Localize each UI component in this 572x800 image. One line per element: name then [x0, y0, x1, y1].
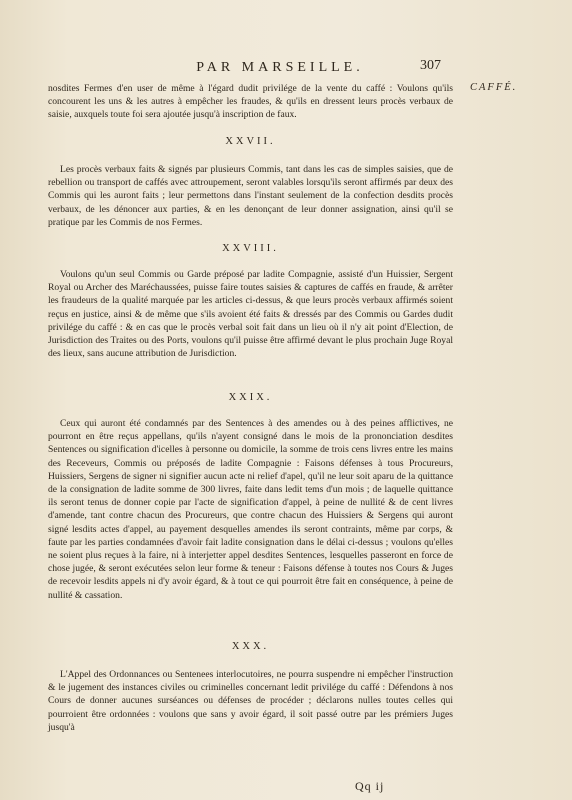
article-29-text: Ceux qui auront été condamnés par des Sentences à des amendes ou à des peines afflictives, ne pourront en être reçus appellans, qu'ils n'ayent consigné dans le mois de la prononciation desdites Sentences ou signification d'icelles à personne ou domicile, la somme de trois cens livres entre les mains des Receveurs, Commis ou préposés de ladite Compagnie : Faisons défenses à tous Procureurs, Huissiers, Sergens de signer ni signifier aucun acte ni relief d'apel, qu'il ne leur soit aparu de la quittance de la consignation de ladite somme de 300 livres, faite dans ledit tems d'un mois ; de laquelle quittance ils seront tenus de donner copie par l'acte de signification d'appel, à peine de nullité & de cent livres d'amende, tant contre chacun des Procureurs, que contre chacun des Huissiers & Sergens qui auront signé lesdits actes d'appel, au payement desquelles amendes ils seront contraints, même par corps, & faute par les parties condamnées d'avoir fait ladite consignation dans le délai ci-dessus ; voulons qu'elles ne soient plus reçues à la faire, ni à interjetter appel desdites Sentences, lesquelles passeront en force de chose jugée, & seront exécutées selon leur forme & teneur : Faisons défense à toutes nos Cours & Juges de recevoir lesdits appels ni d'y avoir égard, & à tout ce qui pourroit être fait en conséquence, à peine de nullité & cassation.	[48, 418, 453, 601]
margin-note: CAFFÉ.	[470, 82, 518, 93]
article-heading-30: XXX.	[231, 641, 270, 652]
page-number: 307	[420, 58, 441, 73]
article-28-text: Voulons qu'un seul Commis ou Garde préposé par ladite Compagnie, assisté d'un Huissier, Sergent Royal ou Archer des Maréchaussées, puisse faire toutes saisies & captures de caffés en fraude, & arrêter les fraudeurs de la qualité marquée par les articles ci-dessus, & que leurs procès verbaux affirmés soient reçus en justice, ainsi & de même que s'ils avoient été faits & dressés par des Commis ou Gardes dudit privilége du caffé : & en cas que le procès verbal soit fait dans un lieu où il n'y ait point d'Election, de Jurisdiction des Traites ou des Ports, voulons qu'il puisse être affirmé devant le plus prochain Juge Royal des lieux, sans aucune attribution de Jurisdiction.	[48, 269, 453, 360]
article-heading-28: XXVIII.	[222, 243, 279, 254]
paragraph-continuation: nosdites Fermes d'en user de même à l'égard dudit privilége de la vente du caffé : Voulons qu'ils concourent les uns & les autres à empêcher les fraudes, & qu'ils en dressent leurs procès verbaux de saisie, auxquels toute foi sera ajoutée jusqu'à inscription de faux.	[48, 83, 453, 121]
article-heading-29: XXIX.	[228, 392, 273, 403]
article-27-text: Les procès verbaux faits & signés par plusieurs Commis, tant dans les cas de simples saisies, que de rebellion ou transport de caffés avec attroupement, seront valables lorsqu'ils seront affirmés par deux des Commis qui les auront faits ; leur permettons dans l'instant seulement de la confection desdits procès verbaux, de les dénoncer aux parties, & en les denonçant de leur donner assignation, ainsi qu'il se pratique par les Commis de nos Fermes.	[48, 164, 453, 228]
article-30-text: L'Appel des Ordonnances ou Sentenees interlocutoires, ne pourra suspendre ni empêcher l'instruction & le jugement des instances civiles ou criminelles concernant ledit privilége du caffé : Défendons à nos Cours de donner aucunes surséances ou défenses de procéder ; déclarons nulles toutes celles qui pourroient être ordonnées : voulons que sans y avoir égard, il soit passé outre par les prémiers Juges jusqu'à	[48, 669, 453, 733]
article-heading-27: XXVII.	[225, 136, 276, 147]
signature-mark: Qq ij	[355, 779, 385, 793]
running-title: PAR MARSEILLE.	[196, 60, 364, 75]
